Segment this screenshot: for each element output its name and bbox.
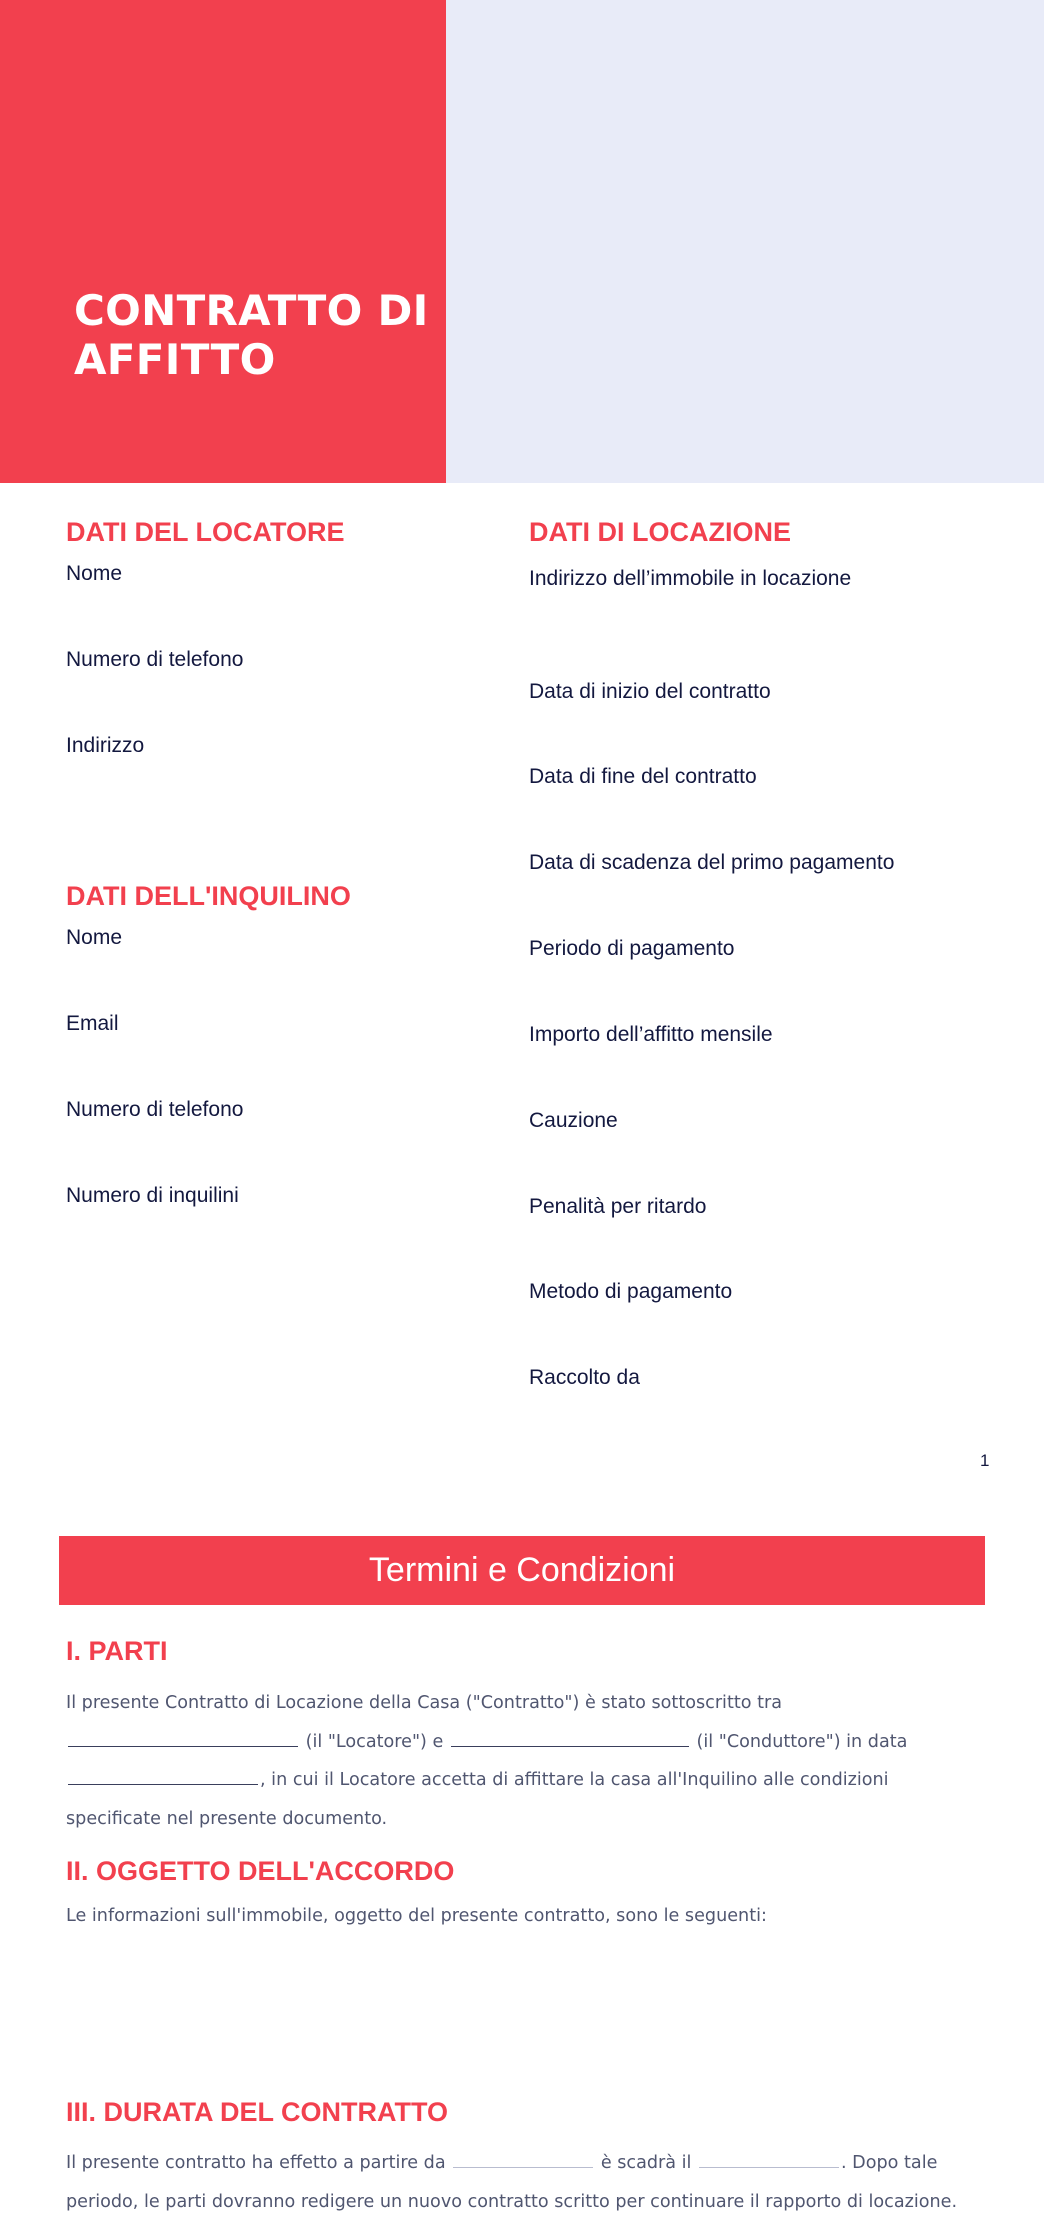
rental-heading: DATI DI LOCAZIONE <box>529 517 791 547</box>
rental-start-date-label: Data di inizio del contratto <box>529 680 771 703</box>
section-durata-heading: III. DURATA DEL CONTRATTO <box>66 2097 448 2127</box>
rental-late-fee-label: Penalità per ritardo <box>529 1195 707 1218</box>
document-title-line-2: AFFITTO <box>74 335 276 384</box>
page-number: 1 <box>980 1451 990 1470</box>
parti-text-part-3: (il "Conduttore") in data <box>696 1731 908 1752</box>
landlord-name-blank[interactable] <box>68 1746 298 1747</box>
tenant-name-blank[interactable] <box>451 1746 689 1747</box>
tenant-phone-label: Numero di telefono <box>66 1098 244 1121</box>
section-parti-heading: I. PARTI <box>66 1636 168 1666</box>
rental-deposit-label: Cauzione <box>529 1109 618 1132</box>
durata-text-part-3: . Dopo tale periodo, le parti dovranno redigere un nuovo contratto scritto per continuare il rapporto di locazione. <box>66 2153 958 2212</box>
end-date-blank[interactable] <box>699 2167 839 2168</box>
landlord-heading: DATI DEL LOCATORE <box>66 517 345 547</box>
rental-payment-period-label: Periodo di pagamento <box>529 937 735 960</box>
landlord-name-label: Nome <box>66 562 123 585</box>
landlord-address-label: Indirizzo <box>66 734 145 757</box>
cover-hero <box>0 0 1044 483</box>
start-date-blank[interactable] <box>453 2167 593 2168</box>
parti-text-part-4: , in cui il Locatore accetta di affittare la casa all'Inquilino alle condizioni specificate nel presente documento. <box>66 1770 889 1829</box>
document-title <box>74 286 434 384</box>
rental-monthly-rent-label: Importo dell’affitto mensile <box>529 1023 773 1046</box>
parti-text-part-2: (il "Locatore") e <box>305 1731 444 1752</box>
hero-image-placeholder <box>446 0 1044 483</box>
durata-text-part-2: è scadrà il <box>600 2153 692 2173</box>
rental-end-date-label: Data di fine del contratto <box>529 765 757 788</box>
section-oggetto-text: Le informazioni sull'immobile, oggetto del presente contratto, sono le seguenti: <box>66 1906 767 1926</box>
contract-date-blank[interactable] <box>68 1784 258 1785</box>
section-parti-text <box>66 1684 978 1838</box>
document-title-line-1: CONTRATTO DI <box>74 286 429 335</box>
tenant-email-label: Email <box>66 1012 119 1035</box>
rental-first-payment-label: Data di scadenza del primo pagamento <box>529 851 895 874</box>
hero-red-panel <box>0 0 446 483</box>
rental-property-address-label: Indirizzo dell’immobile in locazione <box>529 567 852 590</box>
terms-banner-title: Termini e Condizioni <box>368 1551 676 1589</box>
terms-banner <box>59 1536 985 1605</box>
rental-collected-by-label: Raccolto da <box>529 1366 640 1389</box>
landlord-phone-label: Numero di telefono <box>66 648 244 671</box>
tenant-heading: DATI DELL'INQUILINO <box>66 881 351 911</box>
tenant-name-label: Nome <box>66 926 123 949</box>
section-durata-text <box>66 2144 978 2216</box>
tenant-count-label: Numero di inquilini <box>66 1184 239 1207</box>
section-oggetto-heading: II. OGGETTO DELL'ACCORDO <box>66 1856 455 1886</box>
parti-text-part-1: Il presente Contratto di Locazione della Casa ("Contratto") è stato sottoscritto tra <box>66 1693 783 1713</box>
rental-payment-method-label: Metodo di pagamento <box>529 1280 733 1303</box>
durata-text-part-1: Il presente contratto ha effetto a partire da <box>66 2153 446 2173</box>
